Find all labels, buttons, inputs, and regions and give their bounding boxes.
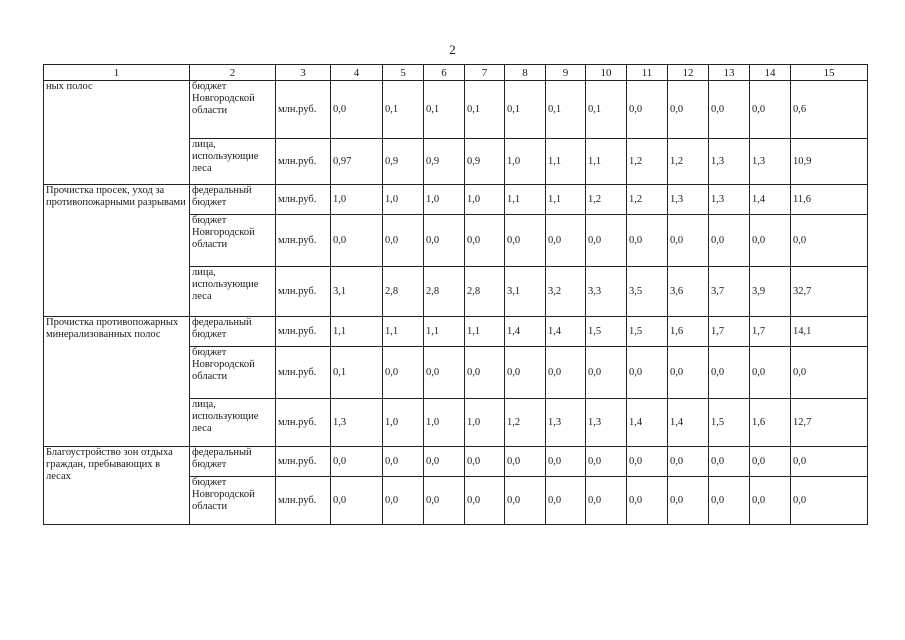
unit-cell: млн.руб. [276,139,331,185]
header-cell: 2 [190,65,276,81]
value-cell: 0,0 [424,447,465,477]
value-cell: 0,0 [424,347,465,399]
total-value-cell: 12,7 [791,399,868,447]
total-value-cell: 10,9 [791,139,868,185]
value-cell: 0,0 [627,81,668,139]
value-cell: 1,4 [546,317,586,347]
table-row [44,185,868,215]
value-cell: 1,5 [586,317,627,347]
funding-source-cell: бюджет Новгородской области [190,81,276,139]
funding-source-cell: лица, использующие леса [190,399,276,447]
header-cell: 14 [750,65,791,81]
value-cell: 1,2 [668,139,709,185]
value-cell: 0,0 [505,477,546,525]
header-cell: 5 [383,65,424,81]
value-cell: 0,0 [627,477,668,525]
unit-cell: млн.руб. [276,317,331,347]
value-cell: 0,0 [383,477,424,525]
value-cell: 1,3 [668,185,709,215]
value-cell: 0,0 [424,477,465,525]
value-cell: 0,0 [546,215,586,267]
value-cell: 0,0 [546,477,586,525]
value-cell: 0,0 [383,447,424,477]
unit-cell: млн.руб. [276,447,331,477]
value-cell: 3,6 [668,267,709,317]
value-cell: 0,0 [668,347,709,399]
funding-source-cell: федеральный бюджет [190,317,276,347]
value-cell: 0,0 [586,477,627,525]
value-cell: 0,0 [668,477,709,525]
value-cell: 0,0 [505,215,546,267]
header-cell: 9 [546,65,586,81]
funding-source-cell: лица, использующие леса [190,139,276,185]
value-cell: 0,1 [383,81,424,139]
unit-cell: млн.руб. [276,267,331,317]
funding-source-cell: бюджет Новгородской области [190,215,276,267]
header-cell: 3 [276,65,331,81]
unit-cell: млн.руб. [276,477,331,525]
unit-cell: млн.руб. [276,215,331,267]
funding-source-cell: федеральный бюджет [190,447,276,477]
header-row [44,65,868,81]
table-row [44,447,868,477]
value-cell: 3,1 [505,267,546,317]
value-cell: 0,0 [331,447,383,477]
value-cell: 1,1 [546,139,586,185]
value-cell: 1,0 [465,185,505,215]
value-cell: 1,4 [668,399,709,447]
activity-cell: Прочистка просек, уход за противопожарными разрывами [44,185,190,317]
value-cell: 0,0 [709,477,750,525]
value-cell: 0,97 [331,139,383,185]
value-cell: 0,0 [505,347,546,399]
activity-cell: Благоустройство зон отдыха граждан, пребывающих в лесах [44,447,190,525]
value-cell: 1,5 [709,399,750,447]
value-cell: 1,0 [331,185,383,215]
table-row [44,317,868,347]
unit-cell: млн.руб. [276,347,331,399]
value-cell: 0,1 [424,81,465,139]
value-cell: 1,0 [383,185,424,215]
value-cell: 0,0 [668,447,709,477]
value-cell: 1,1 [331,317,383,347]
unit-cell: млн.руб. [276,81,331,139]
value-cell: 1,0 [424,185,465,215]
budget-table [43,64,868,525]
value-cell: 1,1 [465,317,505,347]
value-cell: 0,0 [586,447,627,477]
value-cell: 0,0 [546,347,586,399]
header-cell: 15 [791,65,868,81]
header-cell: 11 [627,65,668,81]
value-cell: 0,0 [383,347,424,399]
value-cell: 1,0 [465,399,505,447]
activity-cell: Прочистка противопожарных минерализованных полос [44,317,190,447]
value-cell: 1,0 [383,399,424,447]
value-cell: 1,3 [709,139,750,185]
value-cell: 1,0 [505,139,546,185]
value-cell: 1,3 [331,399,383,447]
value-cell: 1,1 [586,139,627,185]
value-cell: 0,0 [709,447,750,477]
value-cell: 0,0 [586,347,627,399]
value-cell: 1,4 [505,317,546,347]
value-cell: 1,2 [627,185,668,215]
total-value-cell: 11,6 [791,185,868,215]
value-cell: 0,0 [465,447,505,477]
value-cell: 0,0 [546,447,586,477]
value-cell: 0,0 [383,215,424,267]
value-cell: 3,1 [331,267,383,317]
value-cell: 0,1 [546,81,586,139]
header-cell: 10 [586,65,627,81]
value-cell: 0,9 [424,139,465,185]
value-cell: 0,0 [709,215,750,267]
value-cell: 1,3 [546,399,586,447]
value-cell: 0,0 [331,477,383,525]
header-cell: 6 [424,65,465,81]
value-cell: 3,3 [586,267,627,317]
value-cell: 3,7 [709,267,750,317]
value-cell: 0,0 [465,215,505,267]
value-cell: 0,0 [668,215,709,267]
value-cell: 0,1 [331,347,383,399]
total-value-cell: 32,7 [791,267,868,317]
value-cell: 0,0 [331,215,383,267]
value-cell: 1,6 [750,399,791,447]
value-cell: 1,3 [709,185,750,215]
value-cell: 1,3 [750,139,791,185]
value-cell: 1,2 [505,399,546,447]
value-cell: 3,9 [750,267,791,317]
value-cell: 1,1 [383,317,424,347]
value-cell: 1,4 [750,185,791,215]
value-cell: 0,9 [383,139,424,185]
funding-source-cell: бюджет Новгородской области [190,347,276,399]
value-cell: 0,0 [709,81,750,139]
value-cell: 1,7 [750,317,791,347]
total-value-cell: 0,6 [791,81,868,139]
value-cell: 0,0 [465,347,505,399]
value-cell: 1,1 [505,185,546,215]
value-cell: 3,5 [627,267,668,317]
value-cell: 3,2 [546,267,586,317]
header-cell: 13 [709,65,750,81]
total-value-cell: 0,0 [791,447,868,477]
value-cell: 1,7 [709,317,750,347]
value-cell: 1,1 [424,317,465,347]
value-cell: 0,0 [586,215,627,267]
value-cell: 1,1 [546,185,586,215]
value-cell: 0,9 [465,139,505,185]
unit-cell: млн.руб. [276,185,331,215]
value-cell: 0,0 [750,81,791,139]
total-value-cell: 14,1 [791,317,868,347]
header-cell: 12 [668,65,709,81]
value-cell: 0,0 [627,447,668,477]
value-cell: 0,0 [750,347,791,399]
value-cell: 1,4 [627,399,668,447]
value-cell: 0,0 [505,447,546,477]
unit-cell: млн.руб. [276,399,331,447]
value-cell: 2,8 [383,267,424,317]
page-number: 2 [449,42,456,57]
value-cell: 0,0 [424,215,465,267]
value-cell: 1,3 [586,399,627,447]
header-cell: 1 [44,65,190,81]
value-cell: 2,8 [424,267,465,317]
funding-source-cell: федеральный бюджет [190,185,276,215]
value-cell: 0,0 [668,81,709,139]
total-value-cell: 0,0 [791,215,868,267]
value-cell: 0,1 [465,81,505,139]
table-row [44,81,868,139]
value-cell: 1,2 [627,139,668,185]
value-cell: 0,0 [331,81,383,139]
value-cell: 2,8 [465,267,505,317]
value-cell: 1,0 [424,399,465,447]
value-cell: 0,0 [627,215,668,267]
value-cell: 0,0 [750,447,791,477]
value-cell: 1,6 [668,317,709,347]
header-cell: 7 [465,65,505,81]
value-cell: 0,0 [750,477,791,525]
value-cell: 0,0 [750,215,791,267]
total-value-cell: 0,0 [791,477,868,525]
funding-source-cell: лица, использующие леса [190,267,276,317]
value-cell: 1,2 [586,185,627,215]
table-body [44,65,868,525]
funding-source-cell: бюджет Новгородской области [190,477,276,525]
header-cell: 4 [331,65,383,81]
value-cell: 0,0 [627,347,668,399]
total-value-cell: 0,0 [791,347,868,399]
value-cell: 0,0 [465,477,505,525]
activity-cell: ных полос [44,81,190,185]
value-cell: 1,5 [627,317,668,347]
header-cell: 8 [505,65,546,81]
value-cell: 0,1 [586,81,627,139]
value-cell: 0,0 [709,347,750,399]
value-cell: 0,1 [505,81,546,139]
